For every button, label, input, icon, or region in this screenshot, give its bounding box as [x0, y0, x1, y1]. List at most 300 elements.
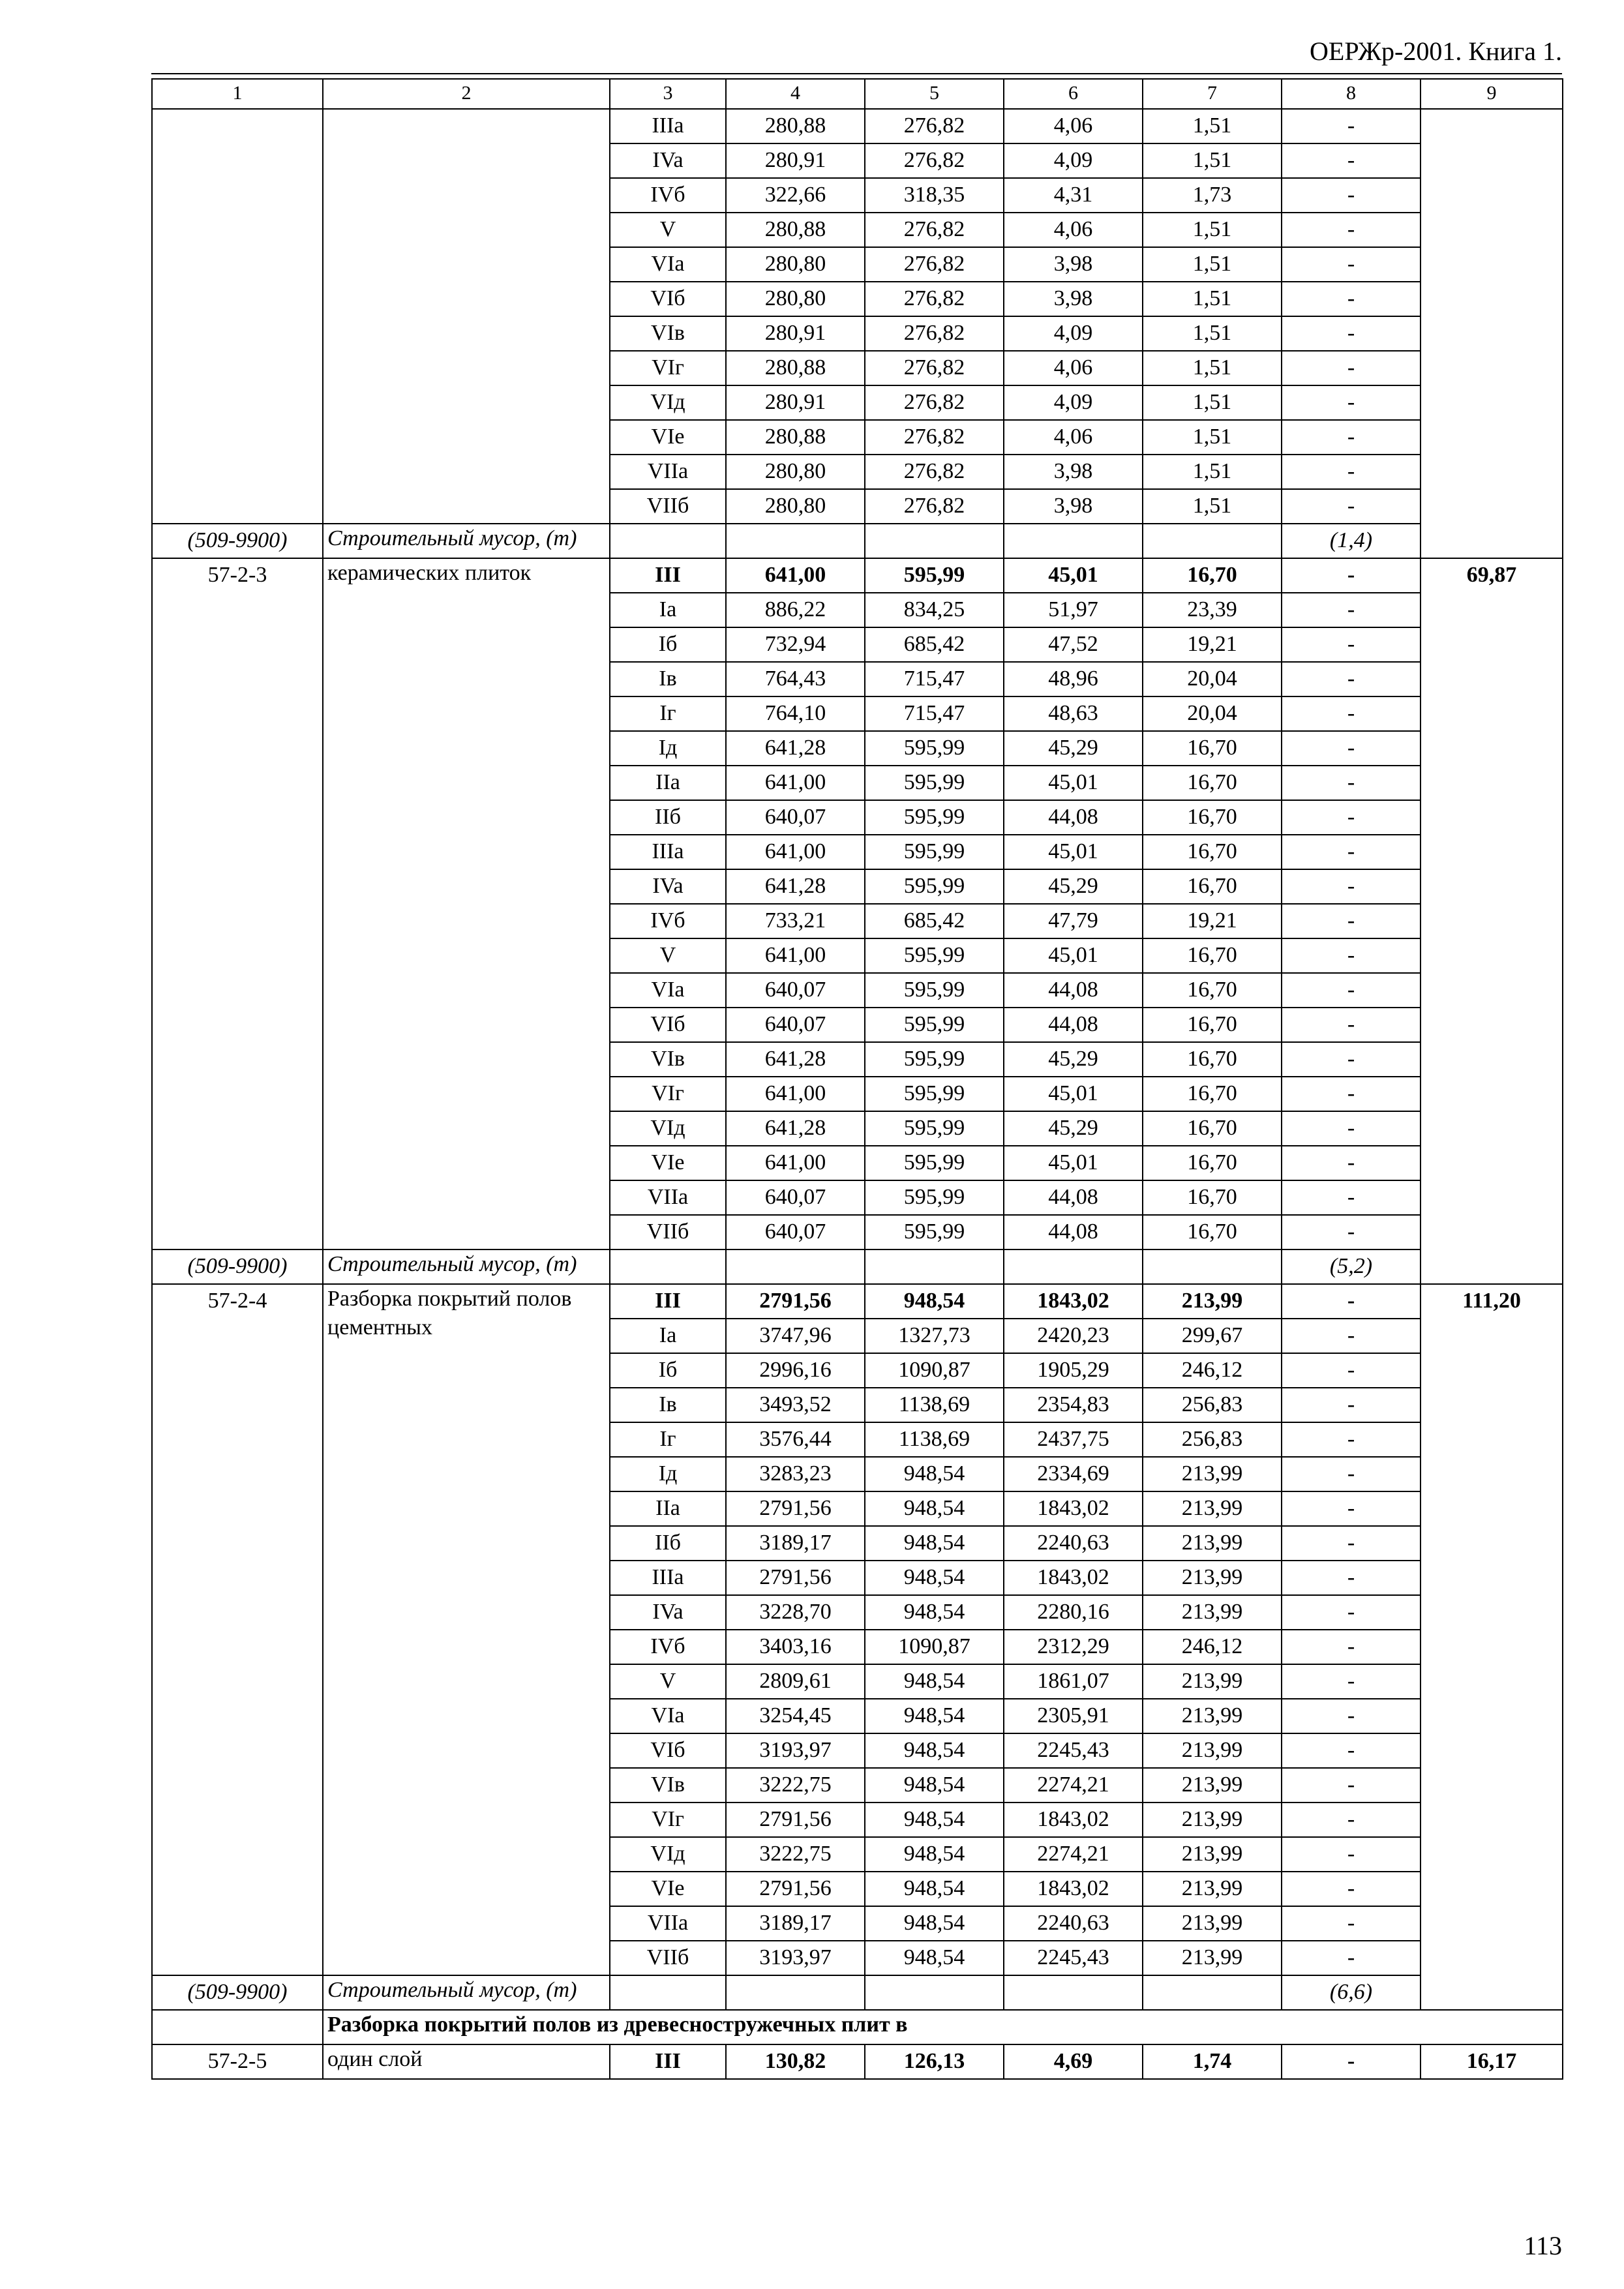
wages-cell: 595,99 [865, 835, 1004, 869]
materials-cell: - [1282, 766, 1421, 800]
wages-cell: 834,25 [865, 593, 1004, 627]
operator-wages-cell: 16,70 [1143, 1111, 1282, 1146]
machine-cost-cell: 3,98 [1004, 489, 1143, 524]
total-cost-cell: 3283,23 [726, 1457, 865, 1491]
region-cell: VIб [610, 1008, 726, 1042]
operator-wages-cell: 213,99 [1143, 1699, 1282, 1733]
total-cost-cell: 2791,56 [726, 1491, 865, 1526]
total-cost-cell: 280,88 [726, 351, 865, 385]
materials-cell: - [1282, 904, 1421, 938]
total-cost-cell: 322,66 [726, 178, 865, 213]
total-cost-cell: 641,00 [726, 558, 865, 593]
operator-wages-cell: 1,51 [1143, 282, 1282, 316]
materials-cell: - [1282, 1664, 1421, 1699]
region-cell: VIд [610, 385, 726, 420]
waste-row [152, 524, 1563, 558]
waste-name: Строительный мусор, (т) [323, 1249, 610, 1284]
operator-wages-cell: 299,67 [1143, 1319, 1282, 1353]
operator-wages-cell: 246,12 [1143, 1353, 1282, 1388]
materials-cell: - [1282, 835, 1421, 869]
operator-wages-cell: 213,99 [1143, 1595, 1282, 1630]
wages-cell: 715,47 [865, 696, 1004, 731]
region-cell: IIIa [610, 835, 726, 869]
wages-cell: 948,54 [865, 1941, 1004, 1975]
machine-cost-cell: 47,79 [1004, 904, 1143, 938]
region-cell: VIa [610, 1699, 726, 1733]
item-code: 57-2-4 [152, 1284, 323, 1975]
labor-cell: 111,20 [1421, 1284, 1563, 2010]
machine-cost-cell: 1905,29 [1004, 1353, 1143, 1388]
machine-cost-cell: 45,01 [1004, 938, 1143, 973]
empty-cell [726, 1975, 865, 2010]
item-main-row [152, 1284, 1563, 1319]
column-number: 6 [1004, 79, 1143, 109]
wages-cell: 1138,69 [865, 1422, 1004, 1457]
materials-cell: - [1282, 351, 1421, 385]
book-header: ОЕРЖр-2001. Книга 1. [1310, 37, 1562, 66]
materials-cell: - [1282, 420, 1421, 455]
wages-cell: 948,54 [865, 1872, 1004, 1906]
total-cost-cell: 280,91 [726, 316, 865, 351]
item-main-row [152, 2044, 1563, 2079]
region-cell: Ia [610, 593, 726, 627]
total-cost-cell: 3222,75 [726, 1768, 865, 1803]
machine-cost-cell: 2305,91 [1004, 1699, 1143, 1733]
region-cell: VIг [610, 1077, 726, 1111]
empty-cell [610, 524, 726, 558]
operator-wages-cell: 16,70 [1143, 973, 1282, 1008]
wages-cell: 276,82 [865, 282, 1004, 316]
operator-wages-cell: 1,74 [1143, 2044, 1282, 2079]
total-cost-cell: 640,07 [726, 1180, 865, 1215]
materials-cell: - [1282, 593, 1421, 627]
materials-cell: - [1282, 1941, 1421, 1975]
total-cost-cell: 130,82 [726, 2044, 865, 2079]
wages-cell: 685,42 [865, 904, 1004, 938]
total-cost-cell: 2791,56 [726, 1803, 865, 1837]
materials-cell: - [1282, 1215, 1421, 1249]
operator-wages-cell: 213,99 [1143, 1872, 1282, 1906]
region-cell: VIa [610, 247, 726, 282]
machine-cost-cell: 1861,07 [1004, 1664, 1143, 1699]
materials-cell: - [1282, 1180, 1421, 1215]
empty-cell [726, 524, 865, 558]
operator-wages-cell: 16,70 [1143, 835, 1282, 869]
operator-wages-cell: 16,70 [1143, 1180, 1282, 1215]
total-cost-cell: 764,10 [726, 696, 865, 731]
operator-wages-cell: 16,70 [1143, 869, 1282, 904]
waste-name: Строительный мусор, (т) [323, 524, 610, 558]
price-table-body [152, 79, 1563, 2079]
waste-qty: (6,6) [1282, 1975, 1421, 2010]
machine-cost-cell: 1843,02 [1004, 1491, 1143, 1526]
column-number: 2 [323, 79, 610, 109]
machine-cost-cell: 2437,75 [1004, 1422, 1143, 1457]
materials-cell: - [1282, 1422, 1421, 1457]
operator-wages-cell: 213,99 [1143, 1284, 1282, 1319]
empty-cell [1143, 1249, 1282, 1284]
operator-wages-cell: 1,51 [1143, 247, 1282, 282]
machine-cost-cell: 4,06 [1004, 420, 1143, 455]
total-cost-cell: 3576,44 [726, 1422, 865, 1457]
column-number: 4 [726, 79, 865, 109]
materials-cell: - [1282, 869, 1421, 904]
operator-wages-cell: 1,51 [1143, 489, 1282, 524]
materials-cell: - [1282, 1077, 1421, 1111]
item-code: 57-2-5 [152, 2044, 323, 2079]
total-cost-cell: 3228,70 [726, 1595, 865, 1630]
machine-cost-cell: 45,01 [1004, 558, 1143, 593]
materials-cell: - [1282, 1561, 1421, 1595]
total-cost-cell: 641,00 [726, 1077, 865, 1111]
total-cost-cell: 280,80 [726, 455, 865, 489]
empty-cell [865, 524, 1004, 558]
region-cell: IIб [610, 1526, 726, 1561]
machine-cost-cell: 45,01 [1004, 766, 1143, 800]
section-heading-row [152, 2010, 1563, 2044]
price-table [151, 78, 1563, 2080]
region-cell: III [610, 2044, 726, 2079]
waste-qty: (1,4) [1282, 524, 1421, 558]
total-cost-cell: 641,28 [726, 731, 865, 766]
region-cell: VIe [610, 1146, 726, 1180]
operator-wages-cell: 213,99 [1143, 1837, 1282, 1872]
machine-cost-cell: 45,29 [1004, 1111, 1143, 1146]
materials-cell: - [1282, 627, 1421, 662]
region-cell: Ia [610, 1319, 726, 1353]
waste-name: Строительный мусор, (т) [323, 1975, 610, 2010]
machine-cost-cell: 4,09 [1004, 385, 1143, 420]
materials-cell: - [1282, 247, 1421, 282]
machine-cost-cell: 1843,02 [1004, 1803, 1143, 1837]
item-code: 57-2-3 [152, 558, 323, 1249]
materials-cell: - [1282, 1388, 1421, 1422]
machine-cost-cell: 44,08 [1004, 973, 1143, 1008]
region-cell: IVб [610, 904, 726, 938]
region-cell: Iв [610, 662, 726, 696]
region-cell: IVa [610, 143, 726, 178]
region-cell: IVб [610, 1630, 726, 1664]
machine-cost-cell: 2334,69 [1004, 1457, 1143, 1491]
operator-wages-cell: 16,70 [1143, 800, 1282, 835]
operator-wages-cell: 16,70 [1143, 731, 1282, 766]
operator-wages-cell: 1,51 [1143, 316, 1282, 351]
region-cell: VIб [610, 282, 726, 316]
region-cell: IVa [610, 869, 726, 904]
total-cost-cell: 3189,17 [726, 1526, 865, 1561]
wages-cell: 595,99 [865, 558, 1004, 593]
materials-cell: - [1282, 1457, 1421, 1491]
operator-wages-cell: 19,21 [1143, 904, 1282, 938]
operator-wages-cell: 20,04 [1143, 662, 1282, 696]
item-name: один слой [323, 2044, 610, 2079]
code-cell [152, 109, 323, 524]
machine-cost-cell: 2240,63 [1004, 1906, 1143, 1941]
operator-wages-cell: 213,99 [1143, 1491, 1282, 1526]
machine-cost-cell: 2240,63 [1004, 1526, 1143, 1561]
wages-cell: 276,82 [865, 420, 1004, 455]
region-cell: VIIa [610, 455, 726, 489]
wages-cell: 595,99 [865, 869, 1004, 904]
machine-cost-cell: 3,98 [1004, 282, 1143, 316]
materials-cell: - [1282, 662, 1421, 696]
wages-cell: 948,54 [865, 1906, 1004, 1941]
wages-cell: 948,54 [865, 1699, 1004, 1733]
materials-cell: - [1282, 143, 1421, 178]
item-main-row [152, 558, 1563, 593]
total-cost-cell: 640,07 [726, 800, 865, 835]
materials-cell: - [1282, 938, 1421, 973]
operator-wages-cell: 213,99 [1143, 1664, 1282, 1699]
materials-cell: - [1282, 696, 1421, 731]
materials-cell: - [1282, 1699, 1421, 1733]
region-cell: VIa [610, 973, 726, 1008]
wages-cell: 948,54 [865, 1595, 1004, 1630]
column-number: 3 [610, 79, 726, 109]
operator-wages-cell: 1,51 [1143, 109, 1282, 143]
operator-wages-cell: 1,51 [1143, 213, 1282, 247]
materials-cell: - [1282, 1906, 1421, 1941]
machine-cost-cell: 4,09 [1004, 143, 1143, 178]
operator-wages-cell: 16,70 [1143, 1042, 1282, 1077]
column-number: 5 [865, 79, 1004, 109]
name-cell [323, 109, 610, 524]
operator-wages-cell: 213,99 [1143, 1906, 1282, 1941]
wages-cell: 948,54 [865, 1664, 1004, 1699]
region-cell: IIб [610, 800, 726, 835]
materials-cell: - [1282, 385, 1421, 420]
materials-cell: - [1282, 1146, 1421, 1180]
materials-cell: - [1282, 1008, 1421, 1042]
wages-cell: 595,99 [865, 973, 1004, 1008]
waste-code: (509-9900) [152, 1249, 323, 1284]
wages-cell: 715,47 [865, 662, 1004, 696]
machine-cost-cell: 45,29 [1004, 731, 1143, 766]
machine-cost-cell: 2420,23 [1004, 1319, 1143, 1353]
wages-cell: 948,54 [865, 1768, 1004, 1803]
total-cost-cell: 3403,16 [726, 1630, 865, 1664]
machine-cost-cell: 4,06 [1004, 351, 1143, 385]
materials-cell: - [1282, 973, 1421, 1008]
operator-wages-cell: 256,83 [1143, 1422, 1282, 1457]
operator-wages-cell: 16,70 [1143, 1146, 1282, 1180]
wages-cell: 685,42 [865, 627, 1004, 662]
total-cost-cell: 641,00 [726, 1146, 865, 1180]
total-cost-cell: 641,28 [726, 1042, 865, 1077]
materials-cell: - [1282, 316, 1421, 351]
operator-wages-cell: 16,70 [1143, 558, 1282, 593]
wages-cell: 595,99 [865, 766, 1004, 800]
table-row [152, 109, 1563, 143]
wages-cell: 948,54 [865, 1837, 1004, 1872]
machine-cost-cell: 4,69 [1004, 2044, 1143, 2079]
header-rule [151, 73, 1562, 74]
machine-cost-cell: 2280,16 [1004, 1595, 1143, 1630]
region-cell: IIa [610, 1491, 726, 1526]
operator-wages-cell: 213,99 [1143, 1457, 1282, 1491]
total-cost-cell: 2809,61 [726, 1664, 865, 1699]
materials-cell: - [1282, 1042, 1421, 1077]
total-cost-cell: 280,91 [726, 143, 865, 178]
empty-cell [610, 1975, 726, 2010]
waste-code: (509-9900) [152, 1975, 323, 2010]
empty-cell [1004, 1975, 1143, 2010]
materials-cell: - [1282, 1526, 1421, 1561]
total-cost-cell: 886,22 [726, 593, 865, 627]
wages-cell: 595,99 [865, 1042, 1004, 1077]
region-cell: VIe [610, 1872, 726, 1906]
operator-wages-cell: 256,83 [1143, 1388, 1282, 1422]
region-cell: IVa [610, 1595, 726, 1630]
item-name: Разборка покрытий полов цементных [323, 1284, 610, 1975]
operator-wages-cell: 213,99 [1143, 1526, 1282, 1561]
materials-cell: - [1282, 1837, 1421, 1872]
total-cost-cell: 3254,45 [726, 1699, 865, 1733]
wages-cell: 595,99 [865, 731, 1004, 766]
column-number: 1 [152, 79, 323, 109]
machine-cost-cell: 2354,83 [1004, 1388, 1143, 1422]
total-cost-cell: 3193,97 [726, 1733, 865, 1768]
region-cell: III [610, 558, 726, 593]
wages-cell: 126,13 [865, 2044, 1004, 2079]
wages-cell: 276,82 [865, 213, 1004, 247]
region-cell: V [610, 938, 726, 973]
total-cost-cell: 3493,52 [726, 1388, 865, 1422]
machine-cost-cell: 2245,43 [1004, 1733, 1143, 1768]
region-cell: Iг [610, 696, 726, 731]
total-cost-cell: 641,00 [726, 835, 865, 869]
region-cell: IVб [610, 178, 726, 213]
total-cost-cell: 2791,56 [726, 1561, 865, 1595]
machine-cost-cell: 45,29 [1004, 1042, 1143, 1077]
materials-cell: - [1282, 1111, 1421, 1146]
region-cell: VIг [610, 351, 726, 385]
wages-cell: 276,82 [865, 351, 1004, 385]
empty-cell [726, 1249, 865, 1284]
machine-cost-cell: 4,06 [1004, 213, 1143, 247]
region-cell: VIIб [610, 489, 726, 524]
operator-wages-cell: 213,99 [1143, 1941, 1282, 1975]
section-heading: Разборка покрытий полов из древесностружечных плит в [323, 2010, 1563, 2044]
machine-cost-cell: 51,97 [1004, 593, 1143, 627]
region-cell: VIв [610, 1768, 726, 1803]
materials-cell: - [1282, 1353, 1421, 1388]
region-cell: VIд [610, 1837, 726, 1872]
machine-cost-cell: 2274,21 [1004, 1768, 1143, 1803]
operator-wages-cell: 19,21 [1143, 627, 1282, 662]
machine-cost-cell: 3,98 [1004, 247, 1143, 282]
operator-wages-cell: 1,51 [1143, 455, 1282, 489]
operator-wages-cell: 16,70 [1143, 1008, 1282, 1042]
materials-cell: - [1282, 1491, 1421, 1526]
total-cost-cell: 3747,96 [726, 1319, 865, 1353]
materials-cell: - [1282, 1803, 1421, 1837]
wages-cell: 595,99 [865, 1180, 1004, 1215]
machine-cost-cell: 45,01 [1004, 1146, 1143, 1180]
machine-cost-cell: 1843,02 [1004, 1284, 1143, 1319]
region-cell: VIIб [610, 1215, 726, 1249]
wages-cell: 595,99 [865, 1215, 1004, 1249]
region-cell: IIIa [610, 1561, 726, 1595]
column-number: 7 [1143, 79, 1282, 109]
wages-cell: 276,82 [865, 247, 1004, 282]
machine-cost-cell: 45,01 [1004, 835, 1143, 869]
empty-cell [1004, 1249, 1143, 1284]
region-cell: VIг [610, 1803, 726, 1837]
column-number: 8 [1282, 79, 1421, 109]
region-cell: VIв [610, 1042, 726, 1077]
materials-cell: - [1282, 109, 1421, 143]
wages-cell: 595,99 [865, 1008, 1004, 1042]
region-cell: Iв [610, 1388, 726, 1422]
labor-cell: 16,17 [1421, 2044, 1563, 2079]
wages-cell: 948,54 [865, 1491, 1004, 1526]
region-cell: VIIa [610, 1180, 726, 1215]
total-cost-cell: 640,07 [726, 973, 865, 1008]
operator-wages-cell: 16,70 [1143, 766, 1282, 800]
machine-cost-cell: 48,96 [1004, 662, 1143, 696]
wages-cell: 595,99 [865, 1146, 1004, 1180]
wages-cell: 595,99 [865, 800, 1004, 835]
materials-cell: - [1282, 455, 1421, 489]
operator-wages-cell: 213,99 [1143, 1768, 1282, 1803]
total-cost-cell: 2996,16 [726, 1353, 865, 1388]
region-cell: V [610, 1664, 726, 1699]
operator-wages-cell: 1,51 [1143, 385, 1282, 420]
region-cell: III [610, 1284, 726, 1319]
wages-cell: 318,35 [865, 178, 1004, 213]
waste-code: (509-9900) [152, 524, 323, 558]
operator-wages-cell: 23,39 [1143, 593, 1282, 627]
total-cost-cell: 641,00 [726, 938, 865, 973]
total-cost-cell: 641,00 [726, 766, 865, 800]
machine-cost-cell: 4,31 [1004, 178, 1143, 213]
total-cost-cell: 640,07 [726, 1008, 865, 1042]
waste-qty: (5,2) [1282, 1249, 1421, 1284]
machine-cost-cell: 44,08 [1004, 1215, 1143, 1249]
operator-wages-cell: 213,99 [1143, 1803, 1282, 1837]
wages-cell: 1090,87 [865, 1630, 1004, 1664]
materials-cell: - [1282, 1595, 1421, 1630]
region-cell: V [610, 213, 726, 247]
empty-cell [865, 1975, 1004, 2010]
machine-cost-cell: 2245,43 [1004, 1941, 1143, 1975]
region-cell: IIIa [610, 109, 726, 143]
total-cost-cell: 640,07 [726, 1215, 865, 1249]
wages-cell: 948,54 [865, 1457, 1004, 1491]
operator-wages-cell: 213,99 [1143, 1561, 1282, 1595]
operator-wages-cell: 16,70 [1143, 1077, 1282, 1111]
machine-cost-cell: 44,08 [1004, 800, 1143, 835]
wages-cell: 595,99 [865, 1111, 1004, 1146]
labor-cell: 69,87 [1421, 558, 1563, 1284]
total-cost-cell: 3193,97 [726, 1941, 865, 1975]
region-cell: Iб [610, 627, 726, 662]
region-cell: VIд [610, 1111, 726, 1146]
materials-cell: - [1282, 1284, 1421, 1319]
region-cell: Iд [610, 1457, 726, 1491]
region-cell: VIe [610, 420, 726, 455]
wages-cell: 948,54 [865, 1561, 1004, 1595]
region-cell: VIIб [610, 1941, 726, 1975]
wages-cell: 276,82 [865, 316, 1004, 351]
operator-wages-cell: 1,51 [1143, 143, 1282, 178]
region-cell: Iг [610, 1422, 726, 1457]
materials-cell: - [1282, 1630, 1421, 1664]
wages-cell: 595,99 [865, 1077, 1004, 1111]
machine-cost-cell: 1843,02 [1004, 1872, 1143, 1906]
total-cost-cell: 280,88 [726, 109, 865, 143]
